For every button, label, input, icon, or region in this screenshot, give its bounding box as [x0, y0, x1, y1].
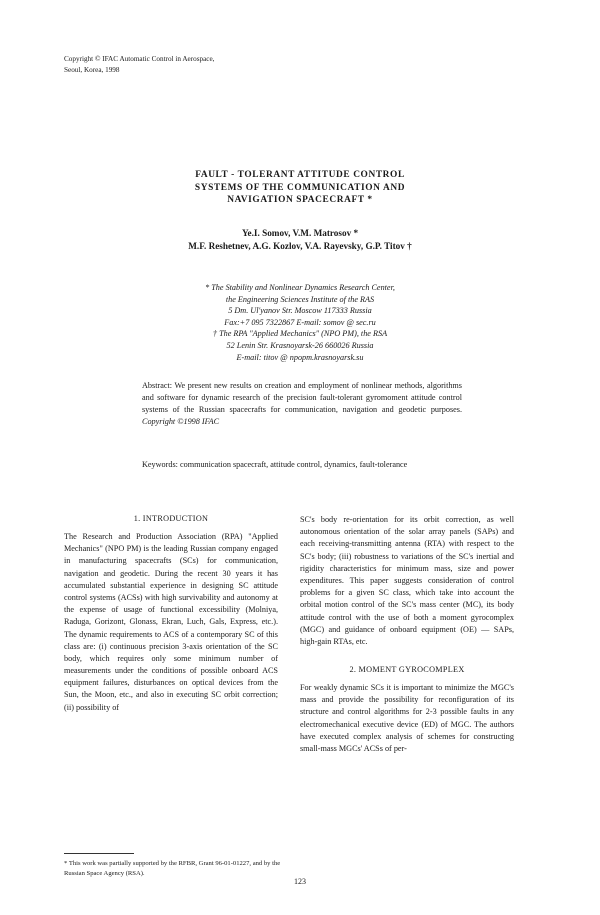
section-heading: 1. INTRODUCTION	[133, 514, 209, 523]
abstract	[142, 380, 462, 428]
affiliations	[0, 282, 600, 363]
section-body-continued: SC's body re-orientation for its orbit correction, as well autonomous orientation of the solar array panels (SAPs) and each receiving-transmitting antenna (RTA) with respect to the SC's body; (iii) robustness to variations of the SC's inertial and rigidity characteristics for minimum mass, size and power expenditures. This paper suggests consideration of control problems for a given SC class, which take into account the orbital motion control of the SC's mass center (MC), its body attitude control with the use of both a moment gyrocomplex (MGC) and guidance of onboard equipment (OE) — SAPs, high-gain RTAs, etc.	[300, 515, 514, 646]
affiliation-line: † The RPA "Applied Mechanics" (NPO PM), the RSA	[212, 329, 388, 339]
keywords: Keywords: communication spacecraft, attitude control, dynamics, fault-tolerance	[142, 460, 408, 469]
section-heading: 2. MOMENT GYROCOMPLEX	[349, 665, 465, 675]
author-list	[0, 227, 600, 253]
footnote-rule	[64, 853, 134, 854]
section-gap	[300, 648, 514, 664]
affiliation-line: Fax:+7 095 7322867 E-mail: somov @ sec.ru	[224, 317, 376, 327]
right-column	[300, 514, 514, 755]
author-line: Ye.I. Somov, V.M. Matrosov *	[241, 228, 359, 238]
affiliation-line: 5 Dm. Ul'yanov Str. Moscow 117333 Russia	[228, 306, 372, 316]
title-line: FAULT - TOLERANT ATTITUDE CONTROL	[195, 170, 405, 180]
copyright-line: Seoul, Korea, 1998	[64, 66, 120, 74]
paper-title	[0, 169, 600, 207]
abstract-copyright: Copyright ©1998 IFAC	[142, 417, 220, 426]
section-body: The Research and Production Association (RPA) "Applied Mechanics" (NPO PM) is the leading Russian company engaged in manufacturing spacecrafts (SCs) for communication, navigation and geodetic. During the recent 30 years it has accumulated substantial experience in designing SC attitude control systems (ACSs) with high survivability and autonomy at the expense of usage of functional excessibility (Molniya, Raduga, Gorizont, Glonass, Ekran, Luch, Gals, Express, etc.). The dynamic requirements to ACS of a contemporary SC of this class are: (i) continuous precision 3-axis orientation of the SC body, which requires only some minimum number of measurements under the conditions of possible onboard ACS equipment failures, disturbances on optical devices from the Sun, the Moon, etc., and also in executing SC orbit correction; (ii) possibility of	[64, 532, 278, 712]
title-line: SYSTEMS OF THE COMMUNICATION AND	[194, 182, 406, 193]
title-line: NAVIGATION SPACECRAFT *	[227, 195, 373, 205]
affiliation-line: 52 Lenin Str. Krasnoyarsk-26 660026 Russia	[226, 340, 374, 350]
affiliation-line: E-mail: titov @ npopm.krasnoyarsk.su	[236, 352, 364, 362]
left-column	[64, 513, 278, 714]
abstract-label: Abstract:	[142, 381, 173, 390]
page-number: 123	[294, 877, 306, 886]
footnote: * This work was partially supported by the RFBR, Grant 96-01-01227, and by the Russian Space Agency (RSA).	[64, 860, 281, 877]
author-line: M.F. Reshetnev, A.G. Kozlov, V.A. Rayevsky, G.P. Titov †	[188, 241, 412, 251]
copyright-line: Copyright © IFAC Automatic Control in Aerospace,	[64, 55, 215, 63]
affiliation-line: the Engineering Sciences Institute of the RAS	[225, 294, 375, 304]
abstract-text: We present new results on creation and employment of nonlinear methods, algorithms and software for dynamic research of the precision fault-tolerant gyromoment attitude control systems of the Russian spacecrafts for communication, navigation and geodetic purposes.	[142, 381, 462, 414]
affiliation-line: * The Stability and Nonlinear Dynamics Research Center,	[205, 283, 395, 292]
section-body: For weakly dynamic SCs it is important to minimize the MGC's mass and provide the possibility for reconfiguration of its structure and control algorithms for 2-3 possible faults in any electromechanical executive device (ED) of MGC. The authors have executed complex analysis of schemes for constructing small-mass MGCs' ACSs of per-	[300, 683, 514, 753]
copyright-notice	[64, 54, 364, 76]
